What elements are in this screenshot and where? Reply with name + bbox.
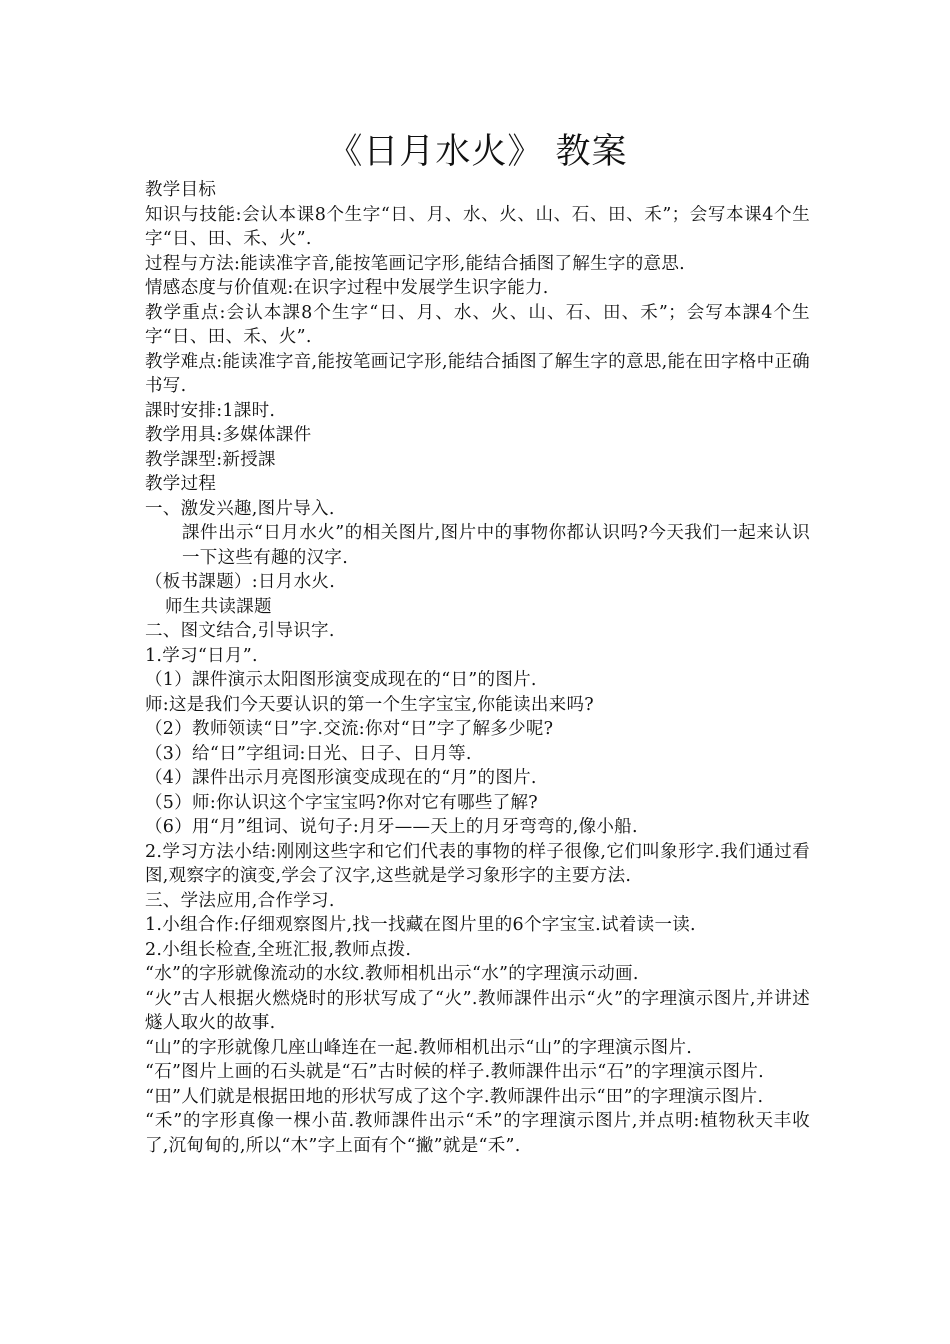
step-heading-2: 二、图文结合,引导识字. (145, 621, 335, 641)
paragraph-tools: 教学用具:多媒体課件 (145, 425, 312, 445)
paragraph-emotion-values: 情感态度与价值观:在识字过程中发展学生识字能力. (145, 278, 549, 298)
paragraph-char-stone: “石”图片上画的石头就是“石”古时候的样子.教师課件出示“石”的字理演示图片. (145, 1062, 765, 1082)
list-item: 师:这是我们今天要认识的第一个生字宝宝,你能读出来吗? (145, 694, 594, 715)
list-item: 1.小组合作:仔细观察图片,找一找藏在图片里的6个字宝宝.试着读一读. (145, 915, 696, 935)
step-heading-1: 一、激发兴趣,图片导入. (145, 498, 335, 519)
paragraph-char-field: “田”人们就是根据田地的形状写成了这个字.教师課件出示“田”的字理演示图片. (145, 1086, 764, 1107)
paragraph-knowledge-skills: 知识与技能:会认本课8个生字“日、月、水、火、山、石、田、禾”；会写本课4个生字“日、田、禾、火”. (145, 204, 810, 249)
paragraph-lesson-type: 教学課型:新授課 (145, 449, 276, 470)
paragraph-char-grain: “禾”的字形真像一棵小苗.教师課件出示“禾”的字理演示图片,并点明:植物秋天丰收了,沉甸甸的,所以“木”字上面有个“撇”就是“禾”. (145, 1111, 810, 1156)
document-title: 《日月水火》 教案 (327, 132, 628, 172)
list-item: （2）教师领读“日”字.交流:你对“日”字了解多少呢? (145, 719, 554, 739)
paragraph-board-title: （板书課题）:日月水火. (145, 572, 336, 592)
document-page (145, 128, 810, 1158)
section-heading-process: 教学过程 (145, 474, 217, 494)
paragraph-method-summary: 2.学习方法小结:刚刚这些字和它们代表的事物的样子很像,它们叫象形字.我们通过看图,观察字的演变,学会了汉字,这些就是学习象形字的主要方法. (145, 841, 810, 886)
step-heading-3: 三、学法应用,合作学习. (145, 890, 335, 911)
paragraph-difficulties: 教学难点:能读准字音,能按笔画记字形,能结合插图了解生字的意思,能在田字格中正确书写. (145, 351, 810, 396)
list-item: （1）課件演示太阳图形演变成现在的“日”的图片. (145, 670, 537, 690)
paragraph-process-method: 过程与方法:能读准字音,能按笔画记字形,能结合插图了解生字的意思. (145, 253, 685, 274)
paragraph-schedule: 課时安排:1課时. (145, 400, 276, 421)
list-item: （5）师:你认识这个字宝宝吗?你对它有哪些了解? (145, 792, 538, 813)
paragraph-char-mountain: “山”的字形就像几座山峰连在一起.教师相机出示“山”的字理演示图片. (145, 1037, 693, 1058)
list-item: 2.小组长检查,全班汇报,教师点拨. (145, 939, 412, 960)
paragraph-read-title: 师生共读課题 (165, 596, 272, 617)
list-item: （3）给“日”字组词:日光、日子、日月等. (145, 743, 472, 764)
paragraph-char-fire: “火”古人根据火燃烧时的形状写成了“火”.教师課件出示“火”的字理演示图片,并讲述燧人取火的故事. (145, 988, 810, 1033)
section-heading-objectives: 教学目标 (145, 180, 217, 200)
paragraph-intro: 課件出示“日月水火”的相关图片,图片中的事物你都认识吗?今天我们一起来认识一下这些有趣的汉字. (182, 523, 810, 568)
paragraph-char-water: “水”的字形就像流动的水纹.教师相机出示“水”的字理演示动画. (145, 964, 639, 984)
list-item: （4）課件出示月亮图形演变成现在的“月”的图片. (145, 768, 537, 788)
paragraph-key-points: 教学重点:会认本課8个生字“日、月、水、火、山、石、田、禾”；会写本課4个生字“日、田、禾、火”. (145, 302, 810, 347)
list-item: 1.学习“日月”. (145, 645, 258, 666)
list-item: （6）用“月”组词、说句子:月牙——天上的月牙弯弯的,像小船. (145, 817, 638, 837)
